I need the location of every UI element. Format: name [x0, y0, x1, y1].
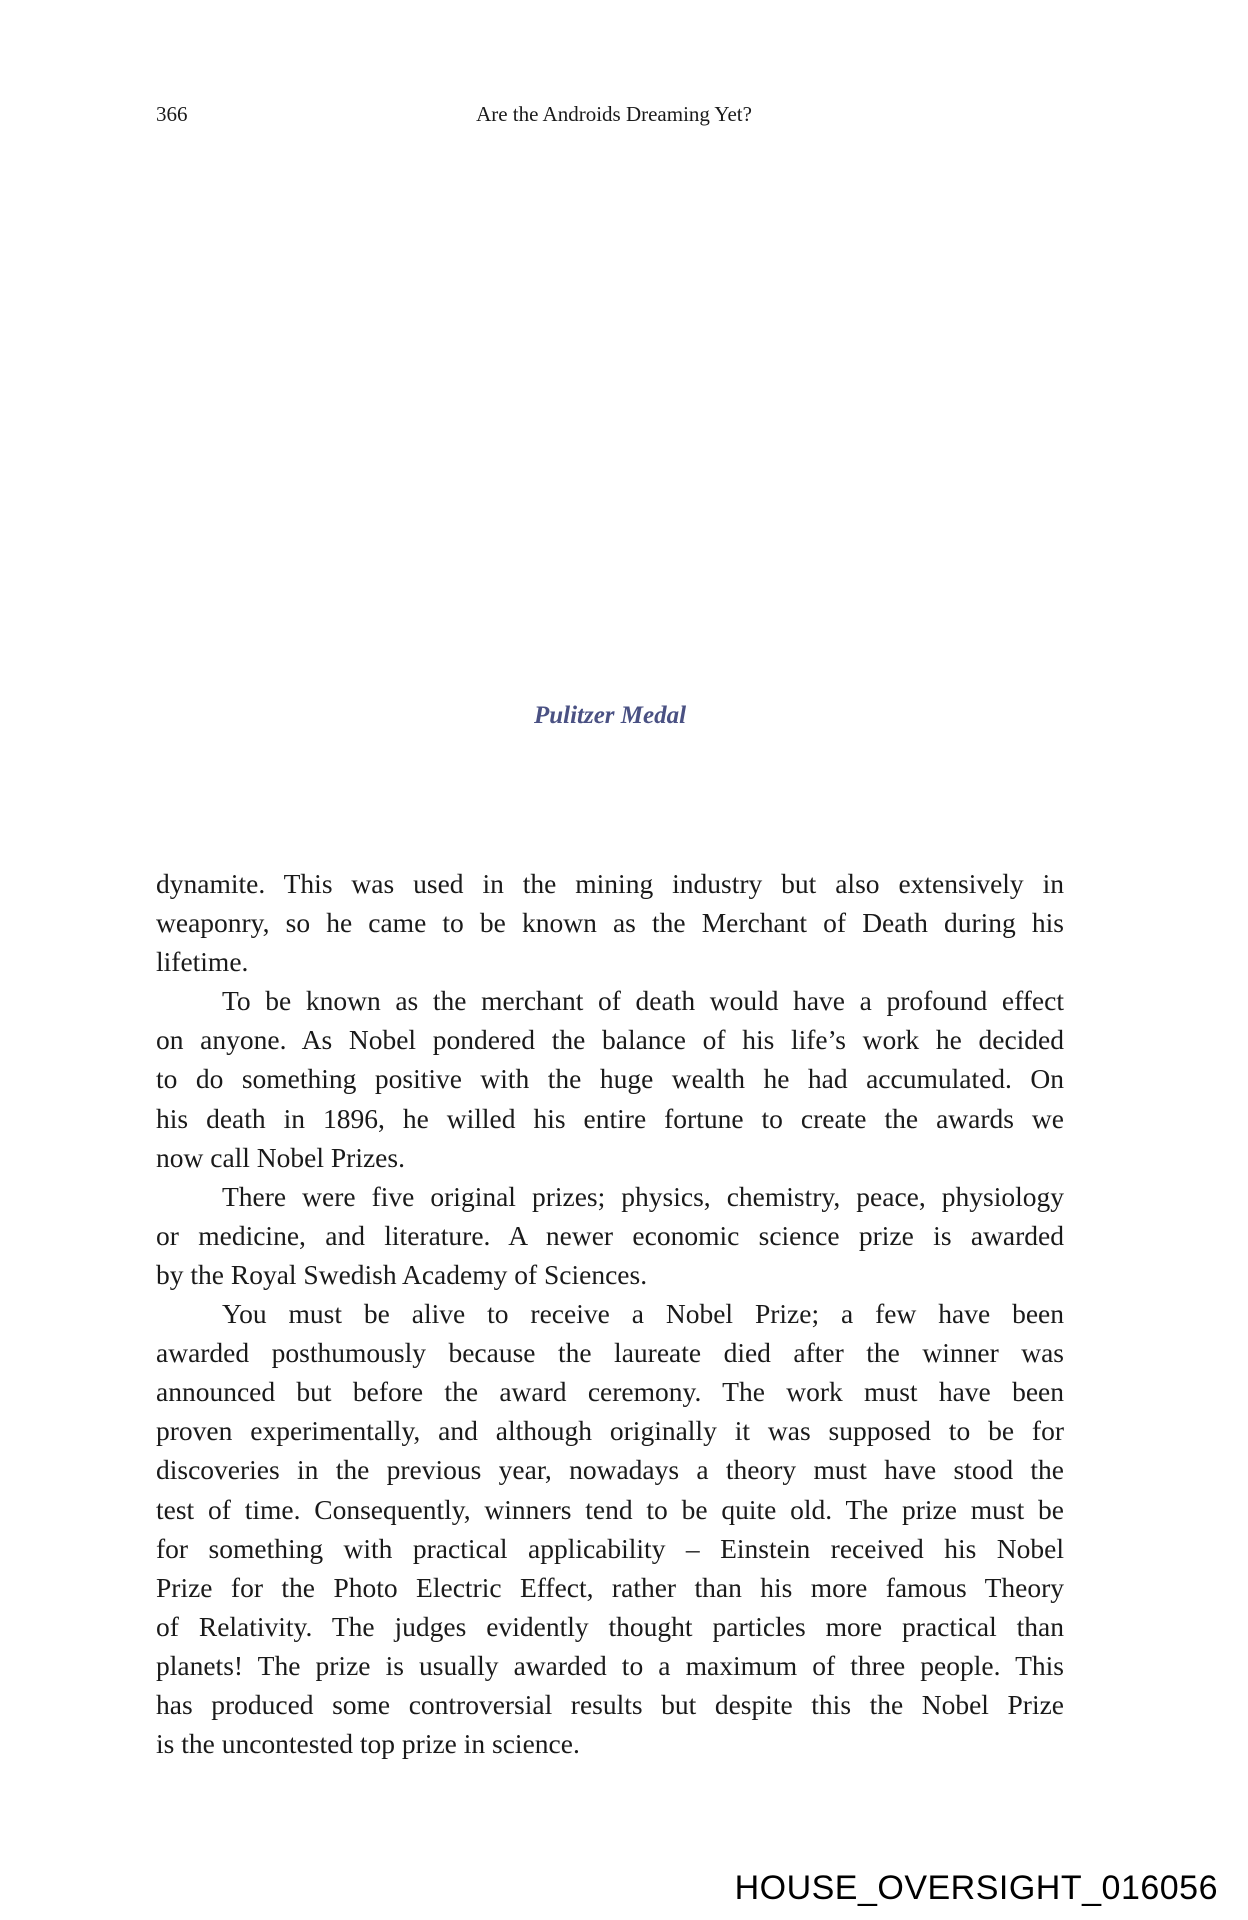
text-line: for something with practical applicability – Einstein received his Nobel [156, 1532, 1064, 1564]
text-line: lifetime. [156, 946, 249, 978]
text-line: discoveries in the previous year, nowadays a theory must have stood the [156, 1454, 1064, 1486]
paragraph [156, 981, 1064, 1176]
text-line: weaponry, so he came to be known as the Merchant of Death during his [156, 907, 1064, 939]
paragraph [156, 1177, 1064, 1294]
text-line: on anyone. As Nobel pondered the balance of his life’s work he decided [156, 1024, 1064, 1056]
text-line: test of time. Consequently, winners tend to be quite old. The prize must be [156, 1493, 1064, 1525]
text-line: or medicine, and literature. A newer economic science prize is awarded [156, 1219, 1064, 1251]
text-line: planets! The prize is usually awarded to a maximum of three people. This [156, 1649, 1064, 1681]
text-line: You must be alive to receive a Nobel Prize; a few have been [222, 1298, 1064, 1330]
text-line: to do something positive with the huge wealth he had accumulated. On [156, 1063, 1064, 1095]
text-line: of Relativity. The judges evidently thought particles more practical than [156, 1610, 1064, 1642]
running-title: Are the Androids Dreaming Yet? [476, 102, 752, 126]
text-line: To be known as the merchant of death would have a profound effect [222, 985, 1064, 1017]
text-line: announced but before the award ceremony. The work must have been [156, 1376, 1064, 1408]
text-line: There were five original prizes; physics, chemistry, peace, physiology [222, 1180, 1064, 1212]
text-line: by the Royal Swedish Academy of Sciences. [156, 1258, 648, 1290]
paragraph [156, 1294, 1064, 1763]
figure-image-area [156, 150, 1064, 670]
text-line: is the uncontested top prize in science. [156, 1728, 580, 1760]
paragraph [156, 864, 1064, 981]
text-line: awarded posthumously because the laureate died after the winner was [156, 1337, 1064, 1369]
page-number: 366 [156, 102, 188, 126]
text-line: his death in 1896, he willed his entire fortune to create the awards we [156, 1102, 1064, 1134]
text-line: now call Nobel Prizes. [156, 1141, 405, 1173]
bates-number: HOUSE_OVERSIGHT_016056 [734, 1869, 1218, 1907]
running-header [0, 99, 1248, 129]
text-line: dynamite. This was used in the mining industry but also extensively in [156, 868, 1064, 899]
text-line: proven experimentally, and although originally it was supposed to be for [156, 1415, 1064, 1447]
figure-caption: Pulitzer Medal [533, 702, 687, 729]
text-line: has produced some controversial results but despite this the Nobel Prize [156, 1688, 1064, 1720]
text-line: Prize for the Photo Electric Effect, rather than his more famous Theory [156, 1571, 1064, 1603]
body-text [156, 864, 1064, 1763]
